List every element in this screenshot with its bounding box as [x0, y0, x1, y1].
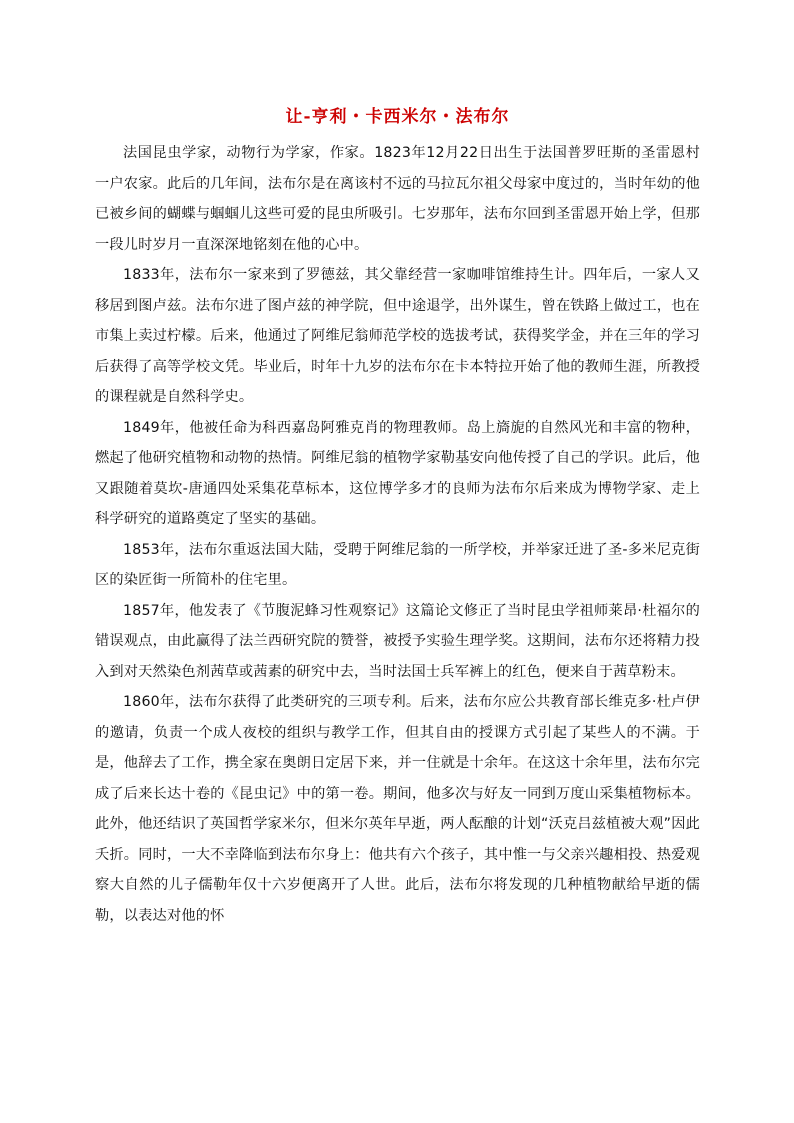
- paragraph-1: 法国昆虫学家，动物行为学家，作家。1823年12月22日出生于法国普罗旺斯的圣雷恩村一户农家。此后的几年间，法布尔是在离该村不远的马拉瓦尔祖父母家中度过的，当时年幼的他已被乡间的蝴蝶与蝈蝈儿这些可爱的昆虫所吸引。七岁那年，法布尔回到圣雷恩开始上学，但那一段儿时岁月一直深深地铭刻在他的心中。: [95, 145, 700, 253]
- paragraph-3: 1849年，他被任命为科西嘉岛阿雅克肖的物理教师。岛上旖旎的自然风光和丰富的物种，燃起了他研究植物和动物的热情。阿维尼翁的植物学家勒基安向他传授了自己的学识。此后，他又跟随着莫坎-唐通四处采集花草标本，这位博学多才的良师为法布尔后来成为博物学家、走上科学研究的道路奠定了坚实的基础。: [95, 419, 700, 527]
- document-page: [95, 100, 700, 931]
- document-title: 让-亨利・卡西米尔・法布尔: [285, 107, 510, 127]
- paragraph-2: 1833年，法布尔一家来到了罗德兹，其父靠经营一家咖啡馆维持生计。四年后，一家人又移居到图卢兹。法布尔进了图卢兹的神学院，但中途退学，出外谋生，曾在铁路上做过工，也在市集上卖过柠檬。后来，他通过了阿维尼翁师范学校的选拔考试，获得奖学金，并在三年的学习后获得了高等学校文凭。毕业后，时年十九岁的法布尔在卡本特拉开始了他的教师生涯，所教授的课程就是自然科学史。: [95, 267, 700, 405]
- paragraph-5: 1857年，他发表了《节腹泥蜂习性观察记》这篇论文修正了当时昆虫学祖师莱昂·杜福尔的错误观点，由此赢得了法兰西研究院的赞誉，被授予实验生理学奖。这期间，法布尔还将精力投入到对天然染色剂茜草或茜素的研究中去，当时法国士兵军裤上的红色，便来自于茜草粉末。: [95, 602, 700, 680]
- paragraph-4: 1853年，法布尔重返法国大陆，受聘于阿维尼翁的一所学校，并举家迁进了圣-多米尼克街区的染匠街一所简朴的住宅里。: [95, 541, 700, 588]
- paragraph-6: 1860年，法布尔获得了此类研究的三项专利。后来，法布尔应公共教育部长维克多·杜卢伊的邀请，负责一个成人夜校的组织与教学工作，但其自由的授课方式引起了某些人的不满。于是，他辞去了工作，携全家在奥朗日定居下来，并一住就是十余年。在这这十余年里，法布尔完成了后来长达十卷的《昆虫记》中的第一卷。期间，他多次与好友一同到万度山采集植物标本。此外，他还结识了英国哲学家米尔，但米尔英年早逝，两人酝酿的计划“沃克吕兹植被大观”因此夭折。同时，一大不幸降临到法布尔身上：他共有六个孩子，其中惟一与父亲兴趣相投、热爱观察大自然的儿子儒勒年仅十六岁便离开了人世。此后，法布尔将发现的几种植物献给早逝的儒勒，以表达对他的怀: [95, 694, 700, 924]
